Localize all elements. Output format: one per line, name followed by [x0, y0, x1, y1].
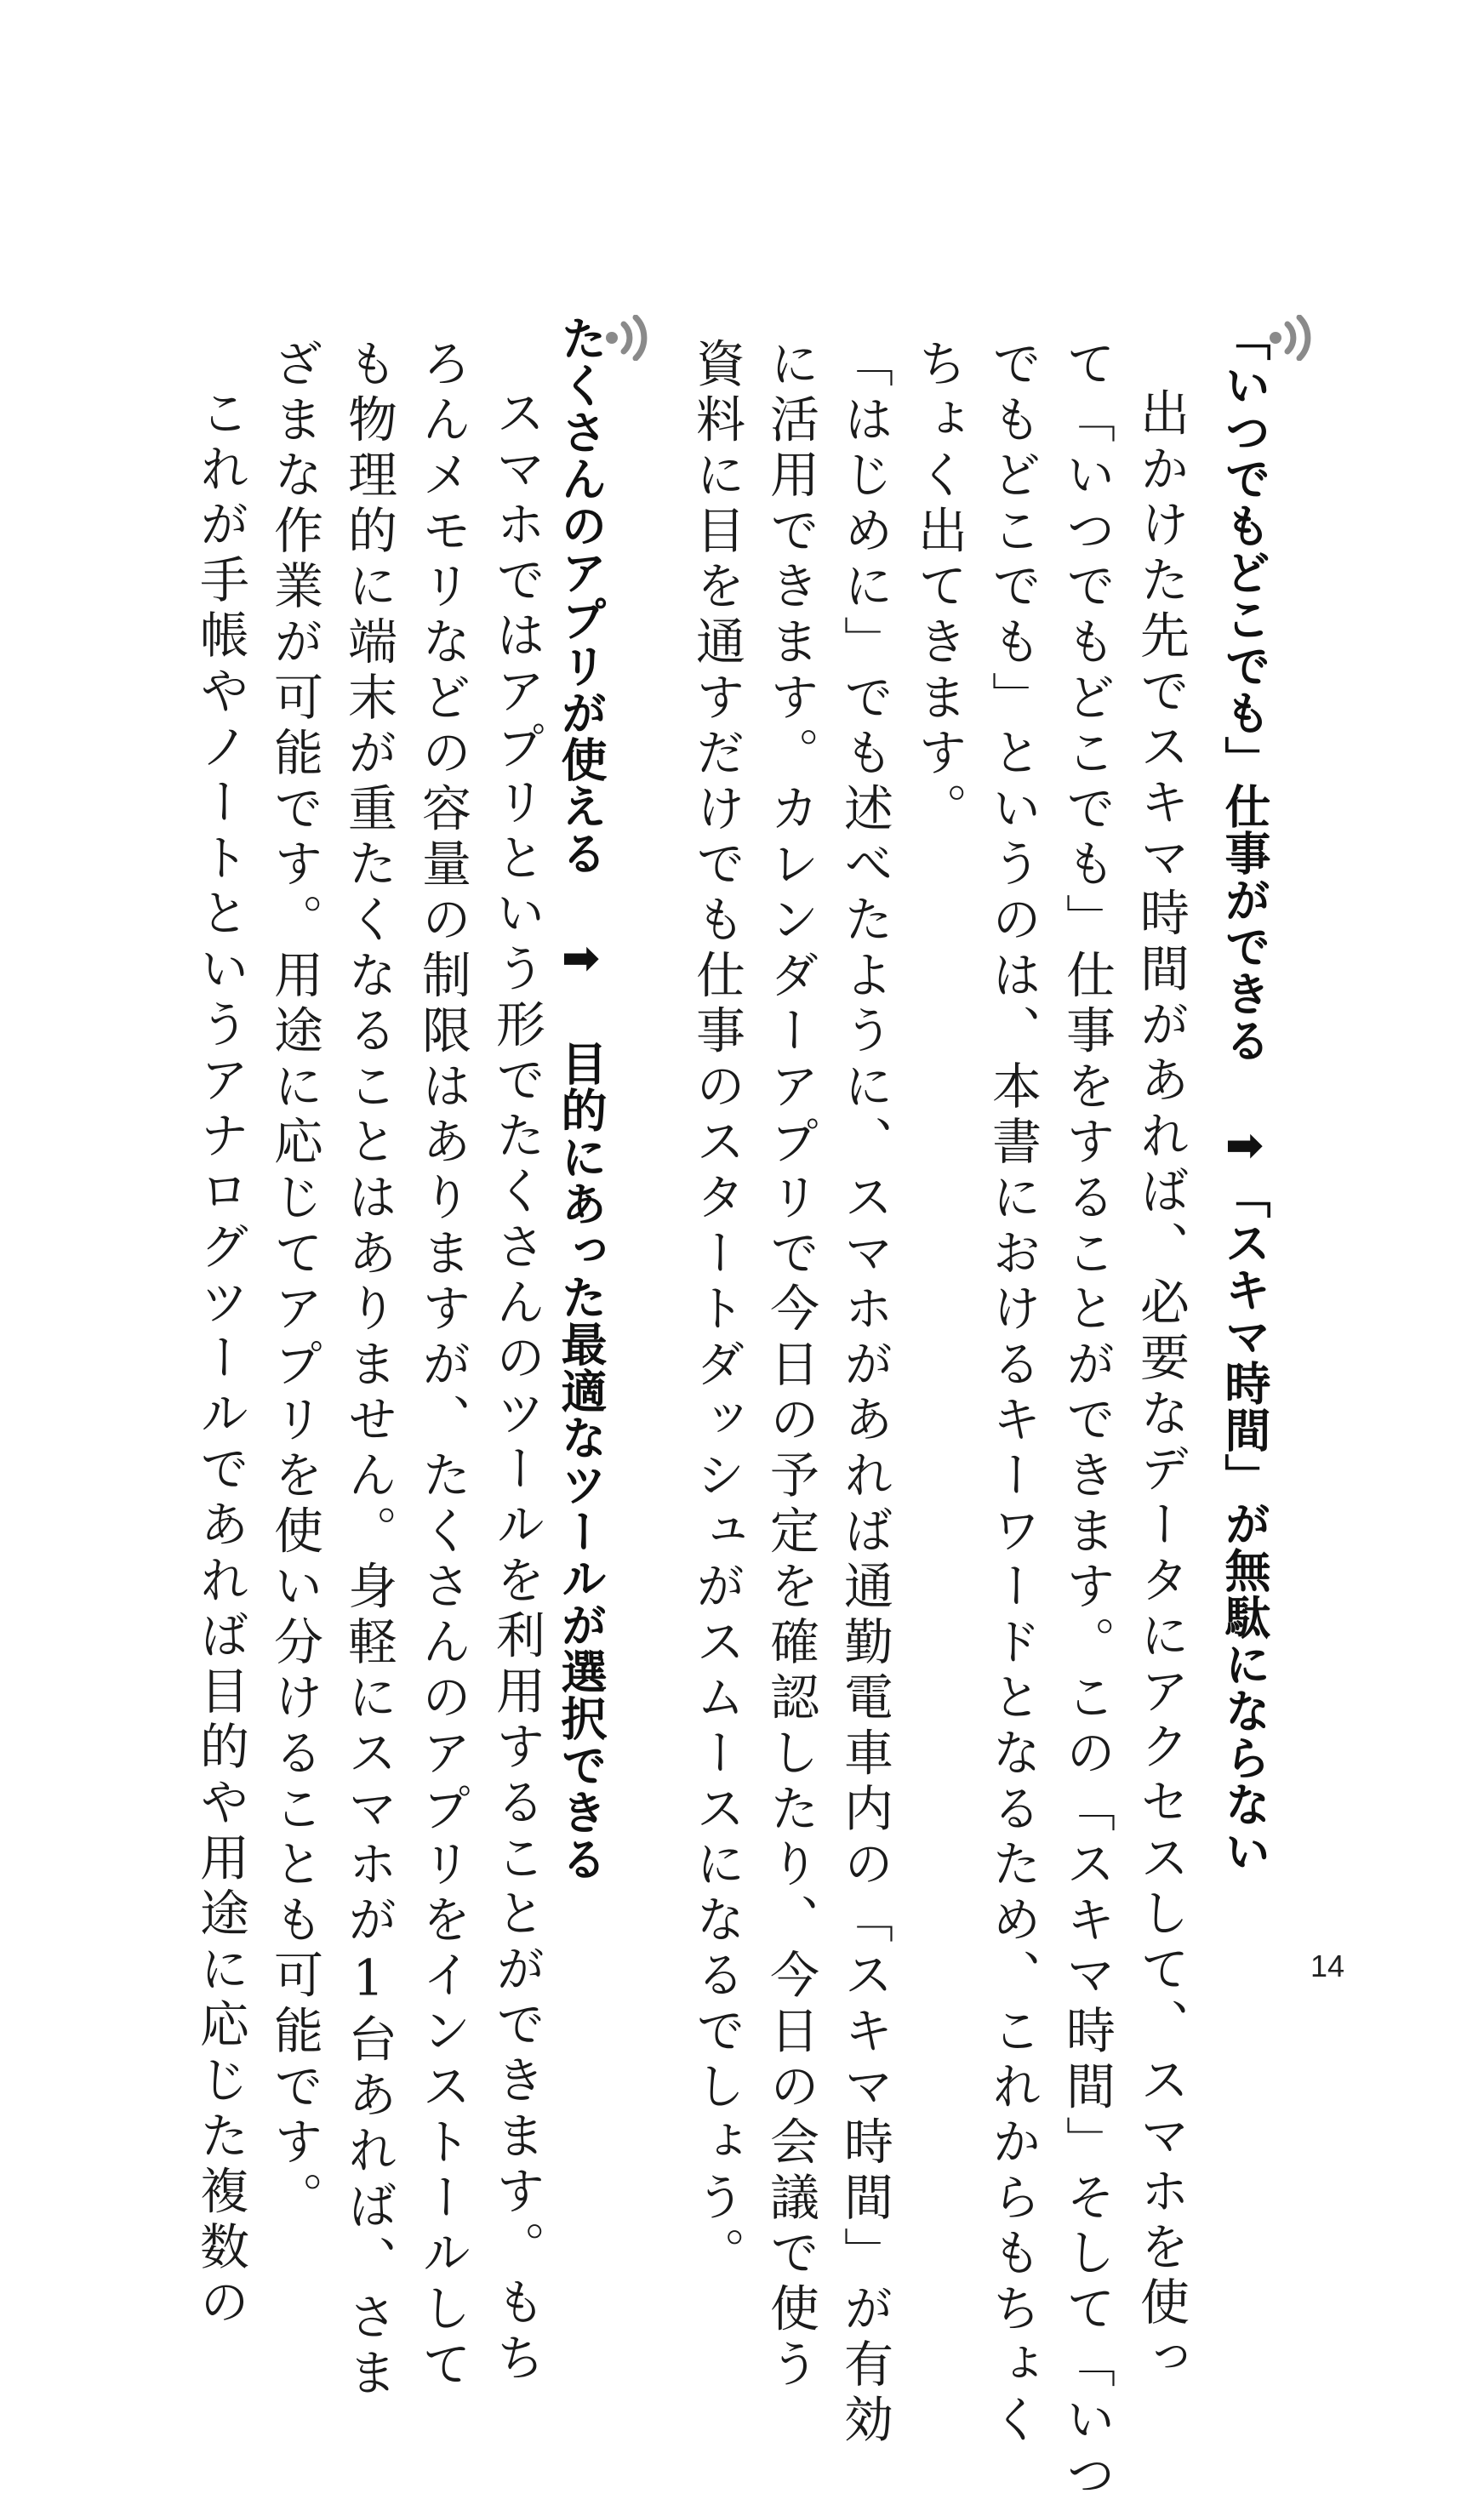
paragraph-line: に活用できます。カレンダーアプリで今日の予定を確認したり、今日の会議で使う [762, 338, 819, 2394]
paragraph-line: 「はじめに」でも述べたように、スマホがあれば通勤電車内の「スキマ時間」が有効 [836, 338, 893, 2450]
paragraph-line: て「いつでもどこでも」仕事をすることができます。この「スキマ時間」そして「いつ [1058, 338, 1116, 2505]
paragraph-line: ざまな作業が可能です。用途に応じてアプリを使い分けることも可能です。 [265, 338, 323, 2228]
paragraph-line: これが手帳やノートというアナログツールであれば目的や用途に応じた複数の [191, 387, 249, 2332]
paragraph-line: スマホではアプリという形でたくさんのツールを利用することができます。もち [488, 387, 545, 2388]
page-number: 14 [1310, 1949, 1345, 1983]
paragraph-line: ろんメモリなどの容量の制限はありますが、たくさんのアプリをインストールして [414, 338, 471, 2394]
section-heading-1 [1218, 315, 1316, 1874]
paragraph-line: 資料に目を通すだけでも仕事のスタートダッシュがスムースになるでしょう。 [688, 338, 745, 2283]
section-heading-1-text: 「いつでもどこでも」仕事ができる ➡「スキマ時間」が無駄にならない [1218, 315, 1271, 1874]
section-heading-2 [554, 315, 653, 1882]
paragraph-line: 出かけた先でスキマ時間があれば、必要なデータにアクセスして、スマホを使っ [1132, 387, 1190, 2388]
paragraph-line: ちょく出てきます。 [910, 338, 967, 838]
paragraph-line: も物理的に端末が重たくなることはありません。身軽にスマホが1台あれば、さま [340, 338, 397, 2403]
paragraph-line: でもどこでも」というのは、本書におけるキーワードとなるため、これからもちょく [984, 338, 1042, 2450]
wifi-icon [1267, 315, 1316, 361]
section-heading-2-text: たくさんのアプリが使える ➡ 目的にあった最適なツールが選択できる [554, 315, 608, 1882]
wifi-icon [603, 315, 653, 361]
